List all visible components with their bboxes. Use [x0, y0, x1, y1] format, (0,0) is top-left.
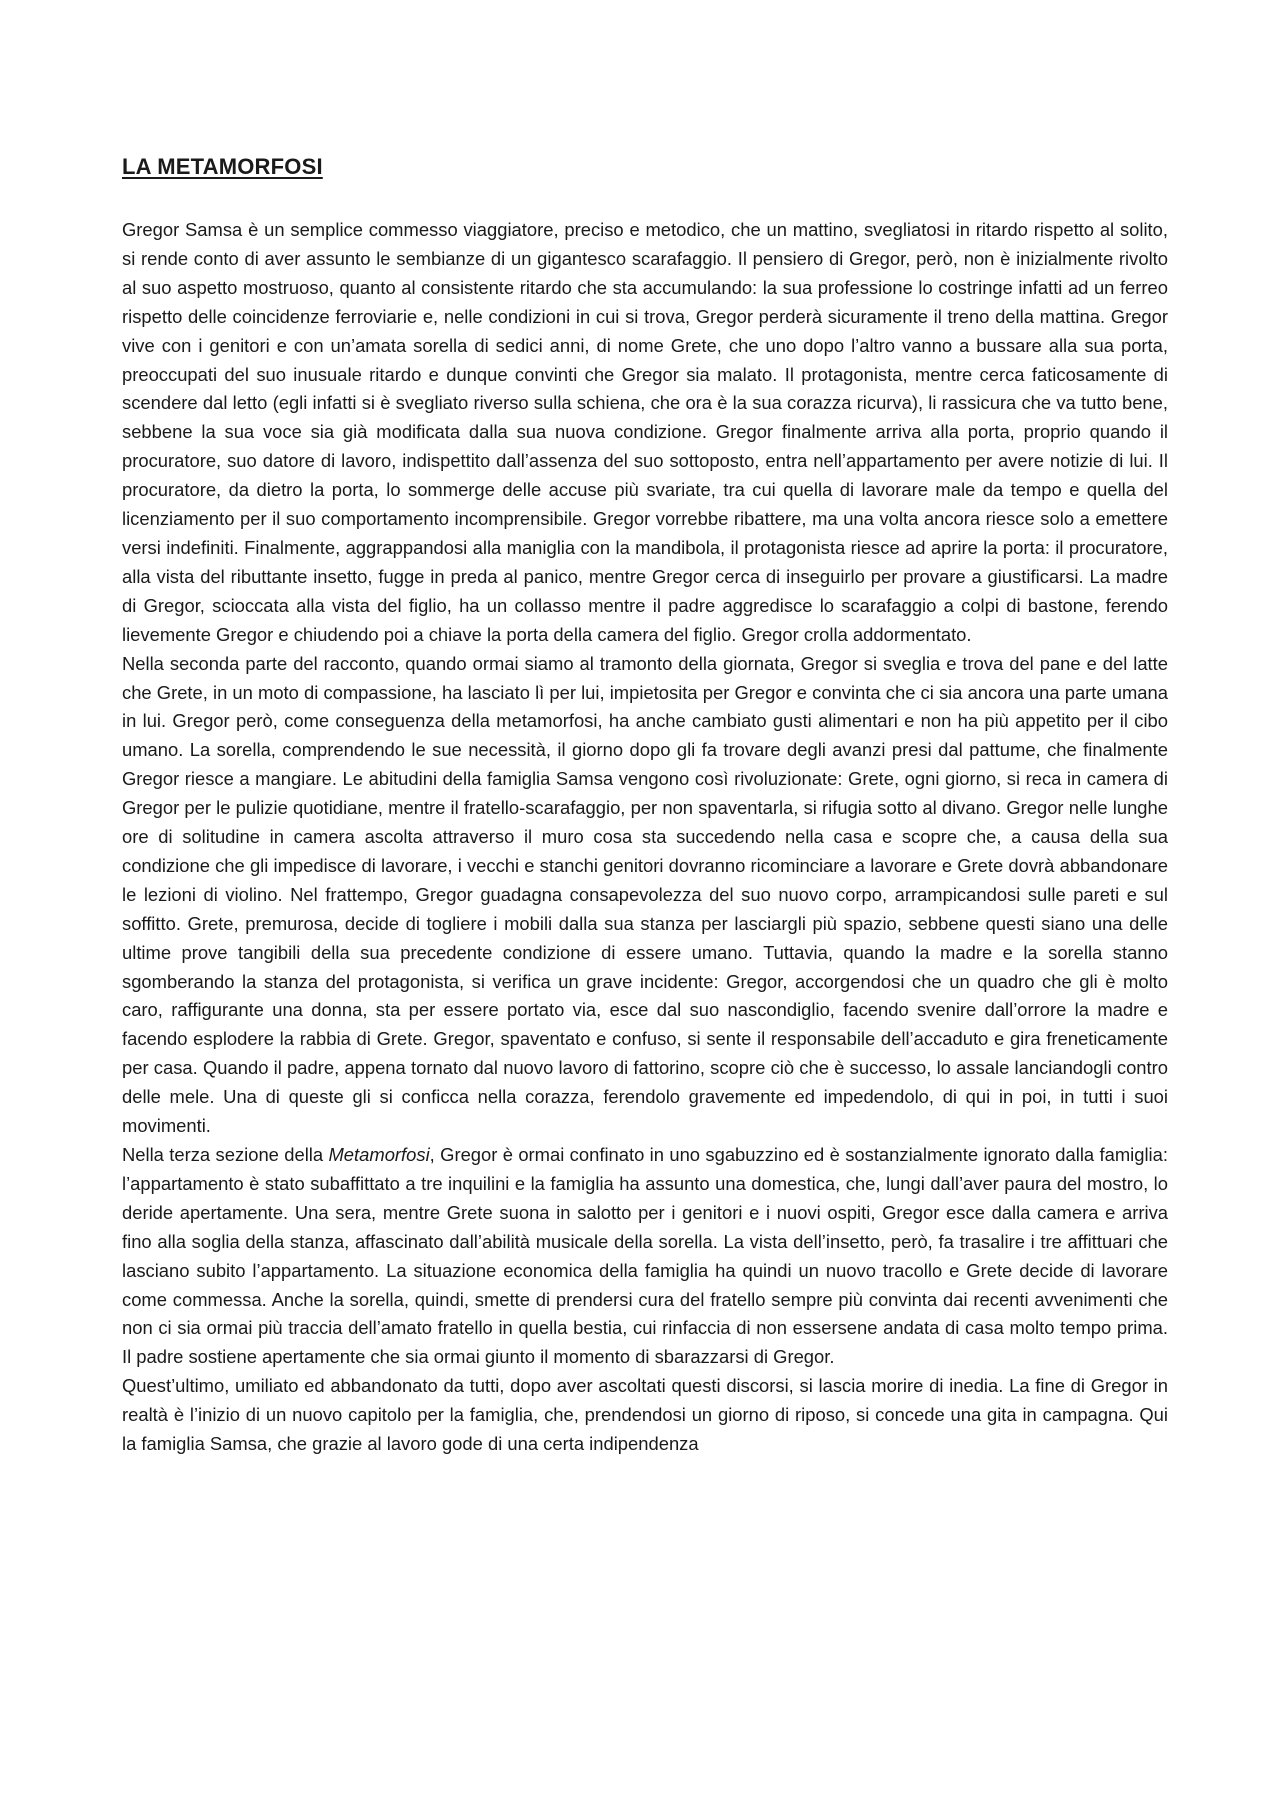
document-title: LA METAMORFOSI [122, 154, 323, 179]
paragraph-3-prefix: Nella terza sezione della [122, 1144, 329, 1165]
paragraph-1: Gregor Samsa è un semplice commesso viaggiatore, preciso e metodico, che un mattino, svegliatosi in ritardo rispetto al solito, si rende conto di aver assunto le sembianze di un gigantesco scarafaggio. Il pensiero di Gregor, però, non è inizialmente rivolto al suo aspetto mostruoso, quanto al consistente ritardo che sta accumulando: la sua professione lo costringe infatti ad un ferreo rispetto delle coincidenze ferroviarie e, nelle condizioni in cui si trova, Gregor perderà sicuramente il treno della mattina. Gregor vive con i genitori e con un’amata sorella di sedici anni, di nome Grete, che uno dopo l’altro vanno a bussare alla sua porta, preoccupati del suo inusuale ritardo e dunque convinti che Gregor sia malato. Il protagonista, mentre cerca faticosamente di scendere dal letto (egli infatti si è svegliato riverso sulla schiena, che ora è la sua corazza ricurva), li rassicura che va tutto bene, sebbene la sua voce sia già modificata dalla sua nuova condizione. Gregor finalmente arriva alla porta, proprio quando il procuratore, suo datore di lavoro, indispettito dall’assenza del suo sottoposto, entra nell’appartamento per avere notizie di lui. Il procuratore, da dietro la porta, lo sommerge delle accuse più svariate, tra cui quella di lavorare male da tempo e quella del licenziamento per il suo comportamento incomprensibile. Gregor vorrebbe ribattere, ma una volta ancora riesce solo a emettere versi indefiniti. Finalmente, aggrappandosi alla maniglia con la mandibola, il protagonista riesce ad aprire la porta: il procuratore, alla vista del ributtante insetto, fugge in preda al panico, mentre Gregor cerca di inseguirlo per provare a giustificarsi. La madre di Gregor, scioccata alla vista del figlio, ha un collasso mentre il padre aggredisce lo scarafaggio a colpi di bastone, ferendo lievemente Gregor e chiudendo poi a chiave la porta della camera del figlio. Gregor crolla addormentato. [122, 219, 1168, 645]
paragraph-3-rest: , Gregor è ormai confinato in uno sgabuzzino ed è sostanzialmente ignorato dalla famiglia: l’appartamento è stato subaffittato a tre inquilini e la famiglia ha assunto una domestica, che, lungi dall’aver paura del mostro, lo deride apertamente. Una sera, mentre Grete suona in salotto per i genitori e i nuovi ospiti, Gregor esce dalla camera e arriva fino alla soglia della stanza, affascinato dall’abilità musicale della sorella. La vista dell’insetto, però, fa trasalire i tre affittuari che lasciano subito l’appartamento. La situazione economica della famiglia ha quindi un nuovo tracollo e Grete decide di lavorare come commessa. Anche la sorella, quindi, smette di prendersi cura del fratello sempre più convinta dai recenti avvenimenti che non ci sia ormai più traccia dell’amato fratello in quella bestia, cui rinfaccia di non essersene andata di casa molto tempo prima. Il padre sostiene apertamente che sia ormai giunto il momento di sbarazzarsi di Gregor. [122, 1144, 1168, 1368]
paragraph-3-italic-title: Metamorfosi [328, 1144, 430, 1165]
paragraph-2: Nella seconda parte del racconto, quando ormai siamo al tramonto della giornata, Gregor si sveglia e trova del pane e del latte che Grete, in un moto di compassione, ha lasciato lì per lui, impietosita per Gregor e convinta che ci sia ancora una parte umana in lui. Gregor però, come conseguenza della metamorfosi, ha anche cambiato gusti alimentari e non ha più appetito per il cibo umano. La sorella, comprendendo le sue necessità, il giorno dopo gli fa trovare degli avanzi presi dal pattume, che finalmente Gregor riesce a mangiare. Le abitudini della famiglia Samsa vengono così rivoluzionate: Grete, ogni giorno, si reca in camera di Gregor per le pulizie quotidiane, mentre il fratello-scarafaggio, per non spaventarla, si rifugia sotto al divano. Gregor nelle lunghe ore di solitudine in camera ascolta attraverso il muro cosa sta succedendo nella casa e scopre che, a causa della sua condizione che gli impedisce di lavorare, i vecchi e stanchi genitori dovranno ricominciare a lavorare e Grete dovrà abbandonare le lezioni di violino. Nel frattempo, Gregor guadagna consapevolezza del suo nuovo corpo, arrampicandosi sulle pareti e sul soffitto. Grete, premurosa, decide di togliere i mobili dalla sua stanza per lasciargli più spazio, sebbene questi siano una delle ultime prove tangibili della sua precedente condizione di essere umano. Tuttavia, quando la madre e la sorella stanno sgomberando la stanza del protagonista, si verifica un grave incidente: Gregor, accorgendosi che un quadro che gli è molto caro, raffigurante una donna, sta per essere portato via, esce dal suo nascondiglio, facendo svenire dall’orrore la madre e facendo esplodere la rabbia di Grete. Gregor, spaventato e confuso, si sente il responsabile dell’accaduto e gira freneticamente per casa. Quando il padre, appena tornato dal nuovo lavoro di fattorino, scopre ciò che è successo, lo assale lanciandogli contro delle mele. Una di queste gli si conficca nella corazza, ferendolo gravemente ed impedendolo, di qui in poi, in tutti i suoi movimenti. [122, 652, 1168, 1137]
paragraph-3 [122, 1141, 1168, 1372]
document-body [122, 216, 1168, 1459]
paragraph-4: Quest’ultimo, umiliato ed abbandonato da tutti, dopo aver ascoltati questi discorsi, si lascia morire di inedia. La fine di Gregor in realtà è l’inizio di un nuovo capitolo per la famiglia, che, prendendosi un giorno di riposo, si concede una gita in campagna. Qui la famiglia Samsa, che grazie al lavoro gode di una certa indipendenza [122, 1375, 1168, 1455]
